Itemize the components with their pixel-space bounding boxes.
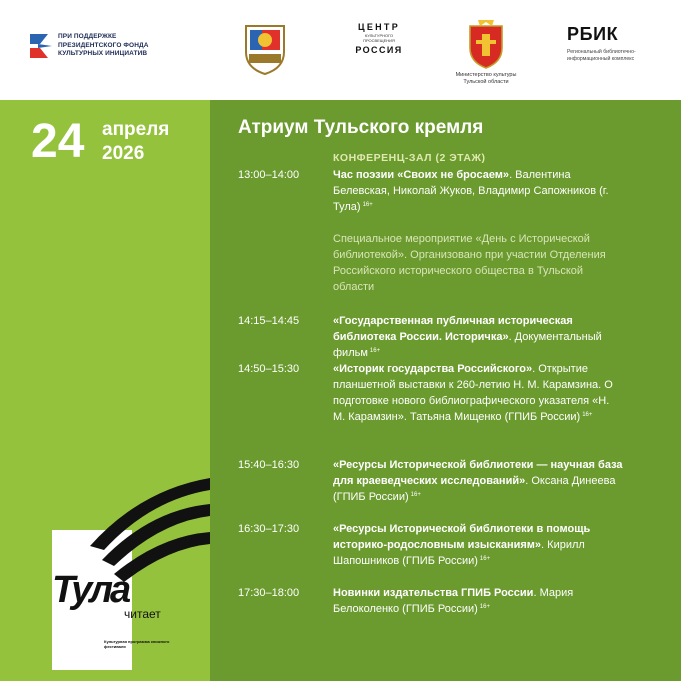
brand-tagline: Культурная программа книжного фестиваля (104, 639, 170, 649)
event-description (333, 585, 623, 617)
center-line1: ЦЕНТР (357, 22, 401, 32)
event-title: Новинки издательства ГПИБ России (333, 587, 534, 599)
event-title: «Ресурсы Исторической библиотеки — научная база для краеведческих исследований» (333, 459, 623, 487)
age-badge: 16+ (362, 202, 373, 208)
event-title: «Историк государства Российского» (333, 363, 533, 375)
tula-coat-of-arms-icon (466, 20, 506, 70)
event-title: «Государственная публичная историческая библиотека России. Историчка» (333, 315, 573, 343)
event-details: . Открытие планшетной выставки к 260-летию Н. М. Карамзина. О подготовке нового библиографического указателя «Н. М. Карамзин». Татьяна Мищенко (ГПИБ России) (333, 363, 613, 423)
event-note: Специальное мероприятие «День с Исторической библиотекой». Организовано при участии Отделения Российского исторического общества в Тульской области (333, 233, 606, 293)
age-badge: 16+ (410, 492, 421, 498)
event-time: 17:30–18:00 (238, 587, 300, 599)
date-day: 24 (31, 115, 85, 168)
event-time: 13:00–14:00 (238, 169, 300, 181)
event-description (333, 313, 623, 361)
event-details: . Документальный фильм (333, 331, 602, 359)
event-details: . Оксана Динеева (ГПИБ России) (333, 475, 616, 503)
date-month: апреля (102, 119, 170, 140)
event-description (333, 361, 623, 425)
age-badge: 16+ (479, 604, 490, 610)
age-badge: 16+ (369, 348, 381, 354)
center-line3: РОССИЯ (355, 45, 403, 55)
hall-label: КОНФЕРЕНЦ-ЗАЛ (2 ЭТАЖ) (333, 152, 486, 164)
center-russia-logo (352, 22, 406, 70)
date-panel (0, 100, 210, 681)
schedule-panel (210, 100, 681, 681)
logo-bar (0, 0, 681, 100)
festival-brand (0, 470, 210, 681)
event-time: 14:50–15:30 (238, 363, 300, 375)
event-details: . Мария Белоколенко (ГПИБ России) (333, 587, 574, 615)
brand-subtitle: читает (124, 607, 161, 621)
date-year: 2026 (102, 143, 145, 164)
shield-emblem-icon (240, 22, 290, 76)
ministry-logo (436, 20, 536, 96)
rbik-subtitle: Региональный библиотечно- информационный комплекс (567, 49, 636, 62)
event-description (333, 167, 623, 215)
festival-emblem (240, 22, 290, 76)
pfki-logo (28, 30, 188, 64)
event-description (333, 457, 623, 505)
pfki-text: ПРИ ПОДДЕРЖКЕ ПРЕЗИДЕНТСКОГО ФОНДА КУЛЬТУРНЫХ ИНИЦИАТИВ (58, 33, 149, 57)
venue-title: Атриум Тульского кремля (238, 117, 484, 138)
rbik-name: РБИК (567, 24, 619, 44)
event-title: Час поэзии «Своих не бросаем» (333, 169, 510, 181)
event-time: 15:40–16:30 (238, 459, 300, 471)
ministry-caption: Министерство культуры Тульской области (455, 72, 517, 85)
center-line2: КУЛЬТУРНОГО ПРОСВЕЩЕНИЯ (363, 33, 395, 43)
event-time: 14:15–14:45 (238, 315, 300, 327)
event-description (333, 521, 623, 569)
brand-title: Тула (52, 569, 129, 611)
rbik-logo (567, 24, 667, 68)
age-badge: 16+ (479, 556, 491, 562)
event-details: . Кирилл Шапошников (ГПИБ России) (333, 539, 585, 567)
event-title: «Ресурсы Исторической библиотеки в помощь историко-родословным изысканиям» (333, 523, 591, 551)
event-details: . Валентина Белевская, Николай Жуков, Владимир Сапожников (г. Тула) (333, 169, 609, 213)
age-badge: 16+ (582, 412, 593, 418)
event-time: 16:30–17:30 (238, 523, 300, 535)
pfki-mark-icon (28, 32, 54, 60)
